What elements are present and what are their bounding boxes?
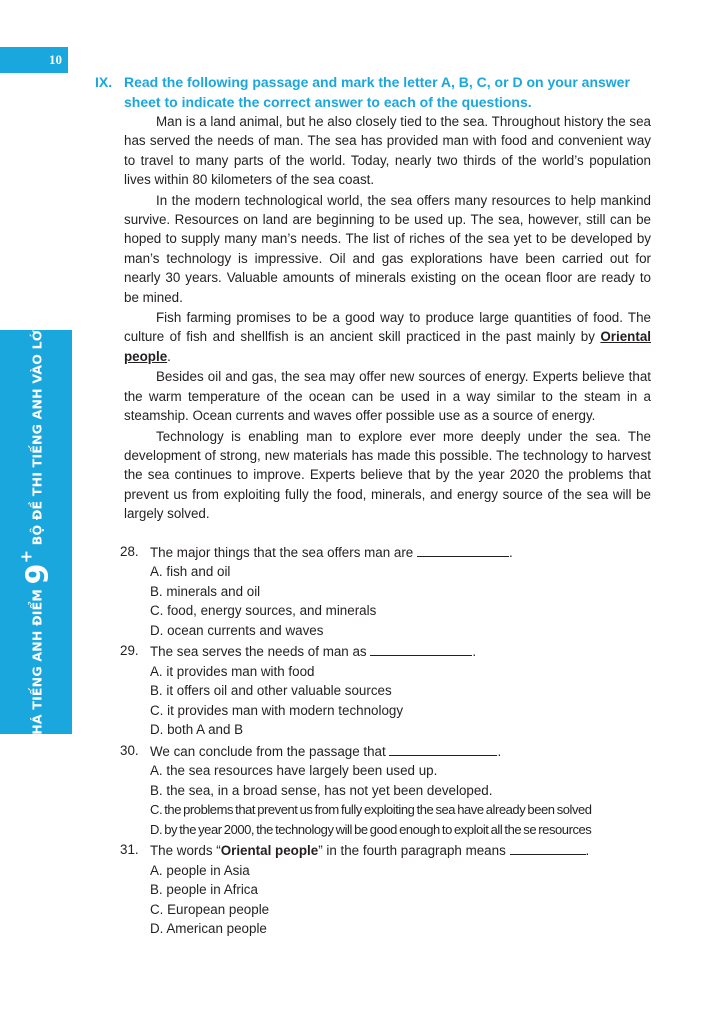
option-b: B. it offers oil and other valuable sources: [150, 683, 392, 699]
option-b: B. people in Africa: [150, 882, 258, 898]
main-content: [95, 73, 651, 939]
option-a: A. people in Asia: [150, 862, 250, 878]
option-c: C. food, energy sources, and minerals: [150, 603, 377, 619]
option-d: D. American people: [150, 921, 267, 937]
paragraph-2: In the modern technological world, the sea offers many resources to help mankind survive. Resources on land are beginning to be used up. The sea, however, still can be hoped to supply many man’s needs. The list of riches of the sea yet to be developed by man’s technology is impressive. Oil and gas explorations have been carried out for nearly 30 years. Valuable amounts of minerals existing on the ocean floor are ready to be mined.: [124, 192, 651, 305]
answer-blank: [417, 542, 509, 557]
question-stem: We can conclude from the passage that: [150, 743, 390, 759]
paragraph-4: Besides oil and gas, the sea may offer new sources of energy. Experts believe that the warm temperature of the ocean can be used in a way similar to the steam in a steamship. Ocean currents and waves offer possible use as a source of energy.: [124, 369, 651, 424]
question-29: 29. The sea serves the needs of man as .: [120, 643, 477, 660]
question-stem: The sea serves the needs of man as: [150, 644, 371, 660]
option-a: A. fish and oil: [150, 564, 231, 580]
question-31: 31. The words “Oriental people” in the fourth paragraph means .: [120, 842, 590, 859]
question-number: 28.: [120, 543, 139, 559]
question-number: 31.: [120, 842, 139, 858]
option-a: A. the sea resources have largely been used up.: [150, 763, 438, 779]
section-instruction: Read the following passage and mark the letter A, B, C, or D on your answer sheet to indicate the correct answer to each of the questions.: [124, 74, 630, 110]
paragraph-5: Technology is enabling man to explore ever more deeply under the sea. The development of strong, new materials has made this possible. The technology to harvest the sea continues to improve. Experts believe that by the year 2020 the problems that prevent us from exploiting fully the food, minerals, and energy source of the sea will be largely solved.: [124, 428, 651, 522]
option-c: C. it provides man with modern technology: [150, 702, 404, 718]
page-number: 10: [0, 47, 68, 73]
section-label: IX.: [95, 74, 113, 90]
option-d: D. by the year 2000, the technology will be good enough to exploit all the se resources: [150, 821, 592, 837]
answer-blank: [370, 641, 472, 656]
quoted-phrase: Oriental people: [220, 843, 319, 859]
option-d: D. both A and B: [150, 722, 244, 738]
question-number: 29.: [120, 643, 139, 659]
paragraph-1: Man is a land animal, but he also closely tied to the sea. Throughout history the sea has served the needs of man. The sea has provided man with food and convenient way to travel to many parts of the world. Today, nearly two thirds of the world’s population lives within 80 kilometers of the sea coast.: [124, 114, 651, 188]
option-c: C. the problems that prevent us from fully exploiting the sea have already been solved: [150, 802, 592, 818]
answer-blank: [389, 741, 497, 756]
option-c: C. European people: [150, 901, 270, 917]
option-d: D. ocean currents and waves: [150, 622, 324, 638]
sidebar-book-title: ĐỘT PHÁ TIẾNG ANH ĐIỂM 9+ BỘ ĐỀ THI TIẾNG ANH VÀO LỚP 10: [16, 285, 56, 779]
option-a: A. it provides man with food: [150, 663, 315, 679]
paragraph-3: Fish farming promises to be a good way to produce large quantities of food. The culture of fish and shellfish is an ancient skill practiced in the past mainly by Oriental people.: [124, 310, 651, 364]
option-b: B. the sea, in a broad sense, has not yet been developed.: [150, 782, 493, 798]
question-30: 30. We can conclude from the passage that .: [120, 742, 502, 759]
answer-blank: [510, 840, 586, 855]
section-heading: [95, 73, 651, 112]
question-number: 30.: [120, 742, 139, 758]
underlined-phrase: Oriental people: [124, 329, 651, 364]
option-b: B. minerals and oil: [150, 583, 261, 599]
question-stem: The words “: [150, 843, 221, 859]
question-stem: The major things that the sea offers man are: [150, 544, 417, 560]
question-28: 28. The major things that the sea offers man are .: [120, 543, 513, 560]
reading-passage: [124, 112, 651, 524]
question-list: [120, 542, 651, 939]
